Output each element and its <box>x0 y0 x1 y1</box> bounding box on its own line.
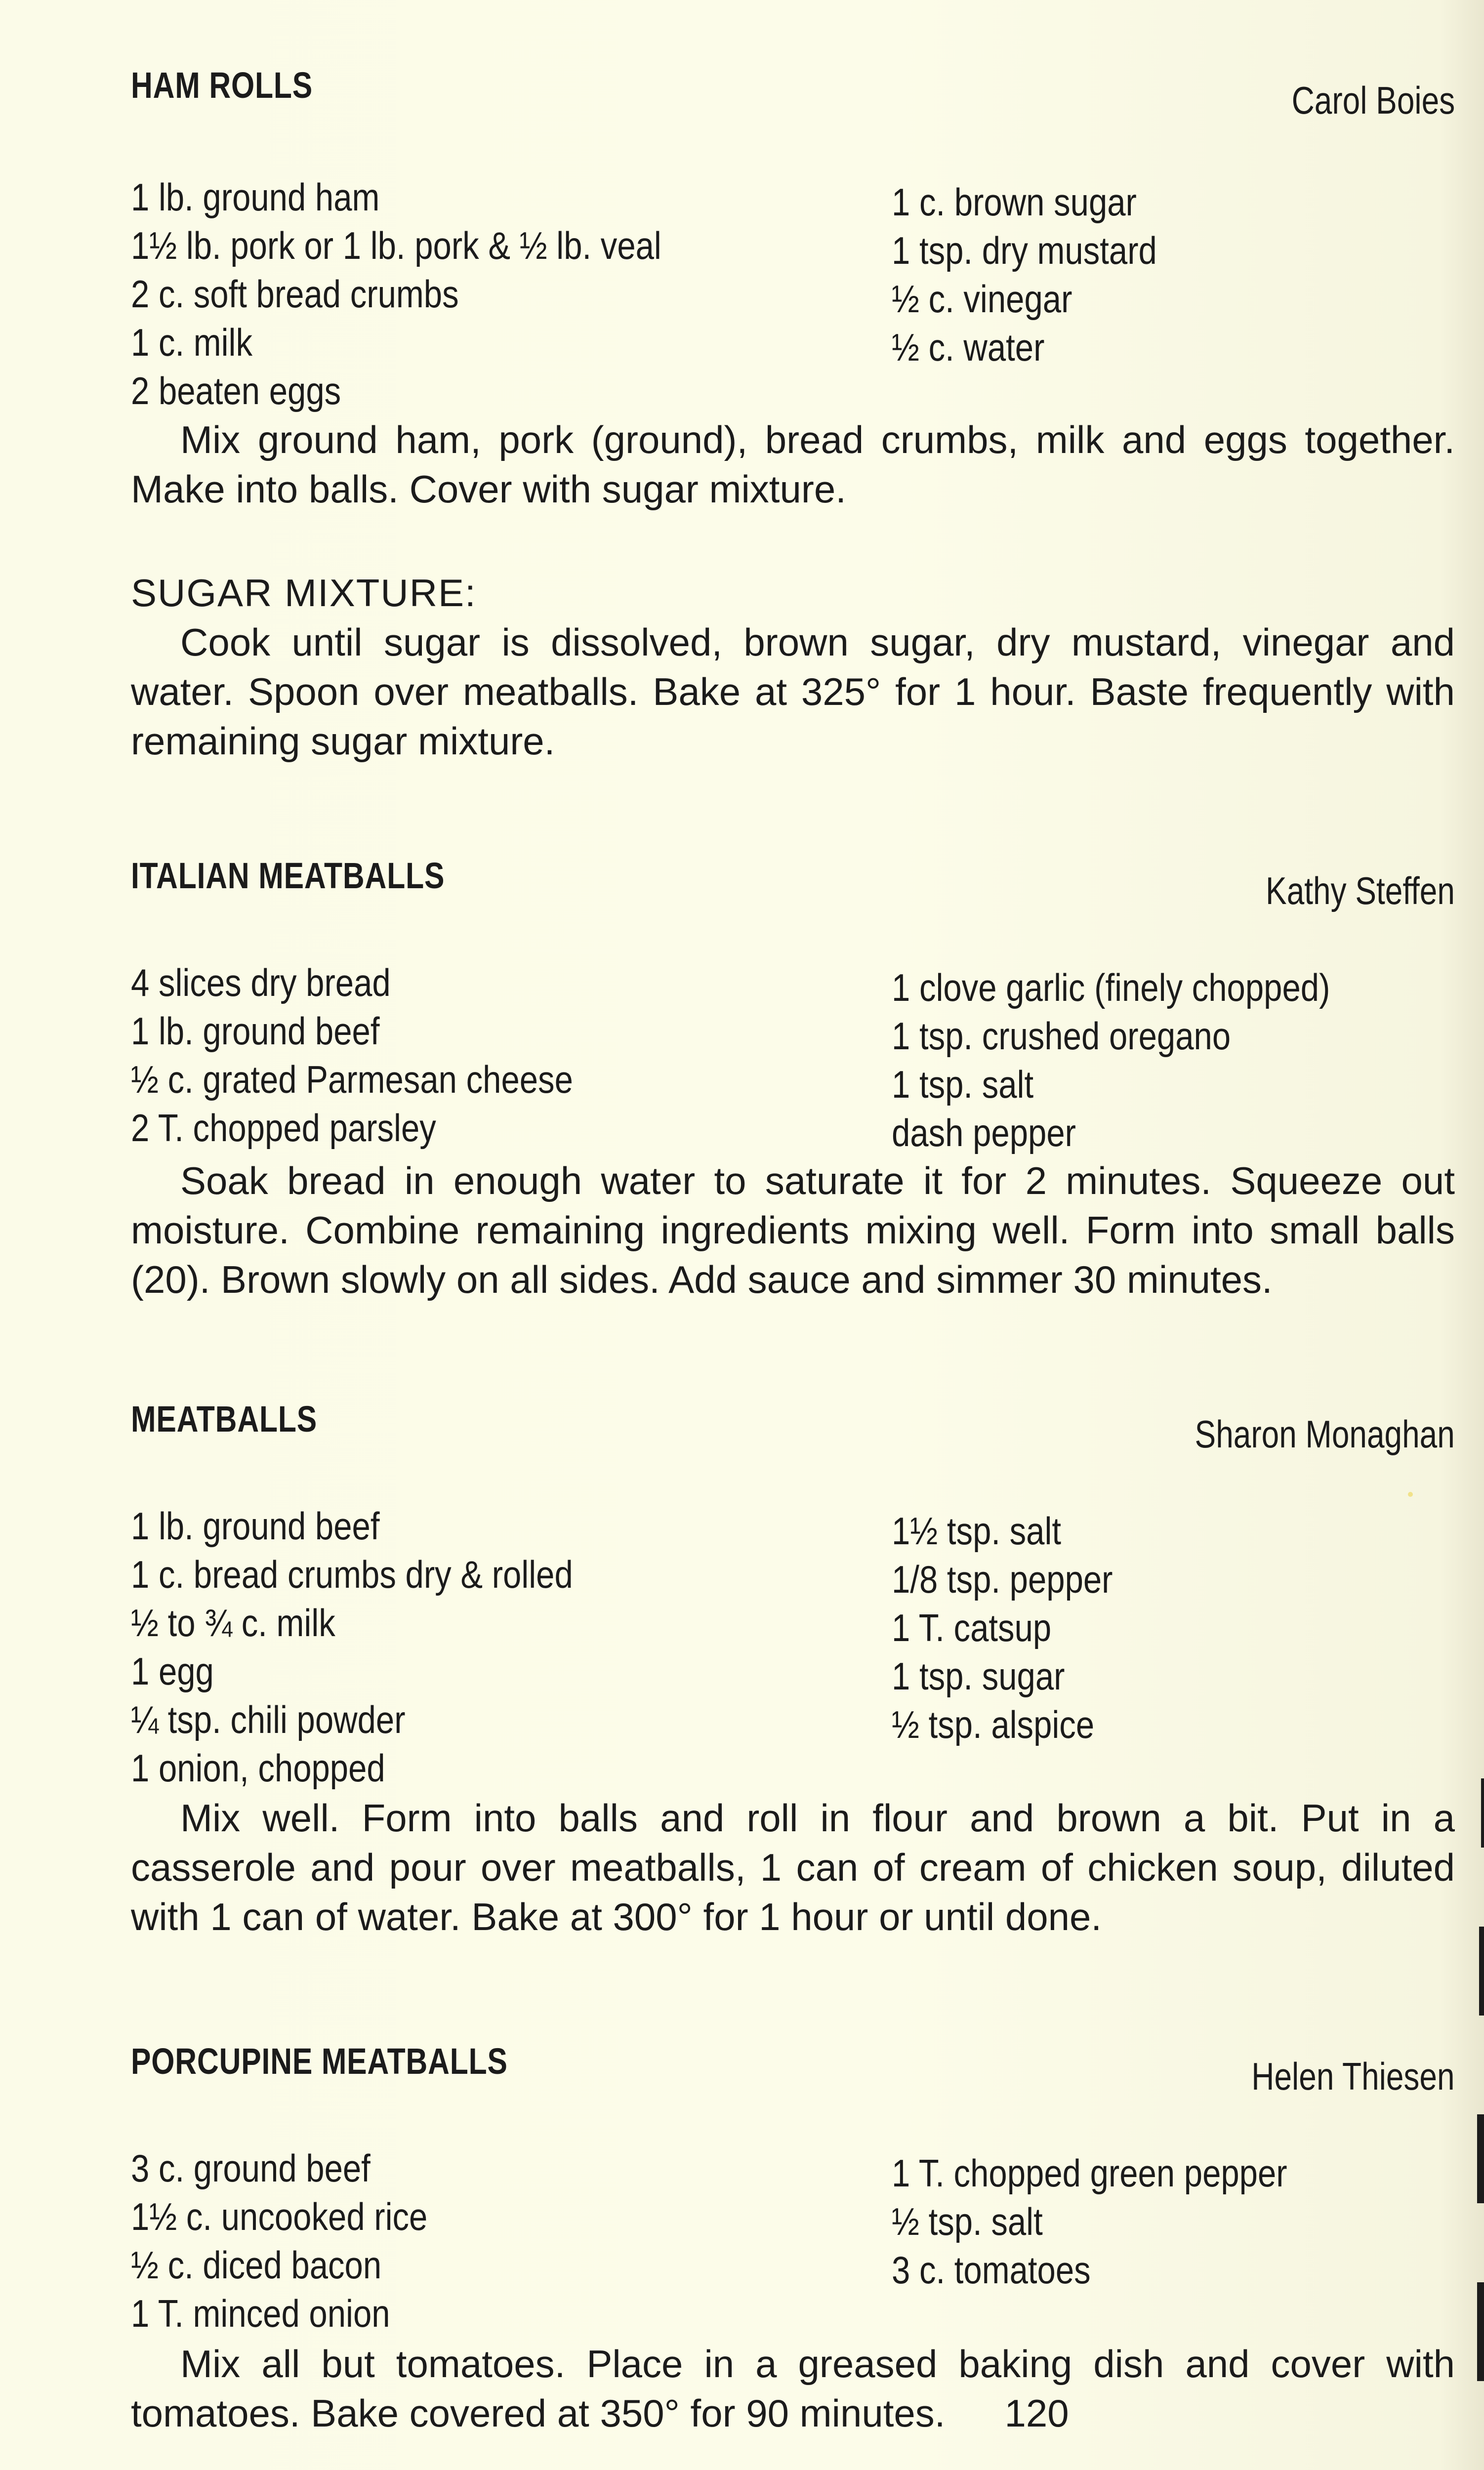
ingredient: ½ c. water <box>892 326 1045 369</box>
page-number: 120 <box>1004 2391 1069 2435</box>
ingredient-list <box>126 173 1455 415</box>
ingredients-right-column <box>892 178 1200 371</box>
recipe-porcupine-meatballs <box>126 2040 1455 2438</box>
paper-speck <box>1408 1492 1413 1497</box>
ingredients-right-column <box>892 963 1402 1157</box>
ingredient: 3 c. tomatoes <box>892 2248 1091 2292</box>
recipe-title: PORCUPINE MEATBALLS <box>131 2041 508 2082</box>
ingredient: 1½ lb. pork or 1 lb. pork & ½ lb. veal <box>131 224 661 267</box>
ingredients-right-column <box>892 2149 1352 2294</box>
ingredient: ½ tsp. alspice <box>892 1703 1095 1746</box>
ingredient: ½ c. grated Parmesan cheese <box>131 1058 573 1101</box>
ingredient: 1 lb. ground ham <box>131 175 380 219</box>
recipe-directions: Mix well. Form into balls and roll in flour and brown a bit. Put in a casserole and pour over meatballs, 1 can of cream of chicken soup, diluted with 1 can of water. Bake at 300° for 1 hour or until done. <box>131 1796 1455 1938</box>
recipe-title: MEATBALLS <box>131 1399 318 1440</box>
ingredient: 1 T. chopped green pepper <box>892 2151 1287 2195</box>
ingredient: ¼ tsp. chili powder <box>131 1698 406 1741</box>
ingredient-list <box>126 2144 1455 2339</box>
recipe-ham-rolls <box>126 64 1455 766</box>
scan-edge-mark <box>1479 1927 1484 2016</box>
scan-edge-mark <box>1477 2114 1484 2203</box>
ingredient: ½ to ¾ c. milk <box>131 1601 335 1645</box>
recipe-header <box>126 855 1455 912</box>
ingredient: ½ tsp. salt <box>892 2200 1043 2243</box>
ingredient: 1 egg <box>131 1649 214 1693</box>
recipe-meatballs <box>126 1398 1455 1941</box>
recipe-title: HAM ROLLS <box>131 65 313 106</box>
ingredient: ½ c. diced bacon <box>131 2243 382 2287</box>
recipe-directions <box>131 2339 1455 2438</box>
ingredient: 1 c. brown sugar <box>892 180 1137 224</box>
ingredient: 1 tsp. salt <box>892 1063 1034 1106</box>
ingredient: 1 T. minced onion <box>131 2292 390 2335</box>
ingredients-left-column <box>131 958 645 1152</box>
ingredient: ½ c. vinegar <box>892 277 1072 321</box>
ingredient: 1 tsp. dry mustard <box>892 229 1157 272</box>
scan-edge-mark <box>1481 1778 1484 1848</box>
ingredients-right-column <box>892 1507 1149 1749</box>
ingredient: 1 lb. ground beef <box>131 1009 380 1053</box>
ingredients-left-column <box>131 1502 645 1792</box>
recipe-author: Kathy Steffen <box>1266 869 1455 912</box>
ingredient: 2 T. chopped parsley <box>131 1106 436 1150</box>
ingredient: 1 tsp. sugar <box>892 1654 1065 1698</box>
ingredient: 1 onion, chopped <box>131 1746 385 1790</box>
ingredient: 1½ tsp. salt <box>892 1509 1062 1553</box>
ingredient: 2 beaten eggs <box>131 369 341 412</box>
ingredient: 3 c. ground beef <box>131 2146 371 2190</box>
ingredient: 1/8 tsp. pepper <box>892 1558 1113 1601</box>
sub-heading: SUGAR MIXTURE: <box>131 571 477 615</box>
ingredient: 1½ c. uncooked rice <box>131 2195 428 2238</box>
recipe-author: Sharon Monaghan <box>1195 1412 1455 1456</box>
ingredients-left-column <box>131 173 748 415</box>
ingredient: 1 c. milk <box>131 321 252 364</box>
recipe-header <box>126 1398 1455 1456</box>
ingredient-list <box>126 958 1455 1156</box>
recipe-author: Carol Boies <box>1291 79 1455 122</box>
recipe-italian-meatballs <box>126 855 1455 1304</box>
recipe-directions: Soak bread in enough water to saturate it for 2 minutes. Squeeze out moisture. Combine remaining ingredients mixing well. Form into small balls (20). Brown slowly on all sides. Add sauce and simmer 30 minutes. <box>131 1159 1455 1301</box>
sub-directions: Cook until sugar is dissolved, brown sugar, dry mustard, vinegar and water. Spoon over meatballs. Bake at 325° for 1 hour. Baste frequently with remaining sugar mixture. <box>131 620 1455 763</box>
ingredient: 2 c. soft bread crumbs <box>131 272 459 316</box>
scan-edge-mark <box>1477 2282 1484 2381</box>
ingredient: dash pepper <box>892 1111 1076 1154</box>
recipe-header <box>126 64 1455 122</box>
recipe-header <box>126 2040 1455 2098</box>
directions-text: Mix all but tomatoes. Place in a greased baking dish and cover with tomatoes. Bake covered at 350° for 90 minutes. <box>131 2342 1455 2435</box>
ingredient: 1 T. catsup <box>892 1606 1052 1649</box>
ingredient: 1 tsp. crushed oregano <box>892 1014 1231 1058</box>
ingredient: 1 lb. ground beef <box>131 1504 380 1548</box>
ingredient: 1 c. bread crumbs dry & rolled <box>131 1553 573 1596</box>
ingredient: 1 clove garlic (finely chopped) <box>892 966 1330 1009</box>
ingredients-left-column <box>131 2144 476 2338</box>
ingredient: 4 slices dry bread <box>131 961 391 1004</box>
recipe-directions: Mix ground ham, pork (ground), bread crumbs, milk and eggs together. Make into balls. Cover with sugar mixture. <box>131 418 1455 511</box>
recipe-title: ITALIAN MEATBALLS <box>131 855 445 896</box>
ingredient-list <box>126 1502 1455 1793</box>
recipe-author: Helen Thiesen <box>1251 2055 1455 2098</box>
